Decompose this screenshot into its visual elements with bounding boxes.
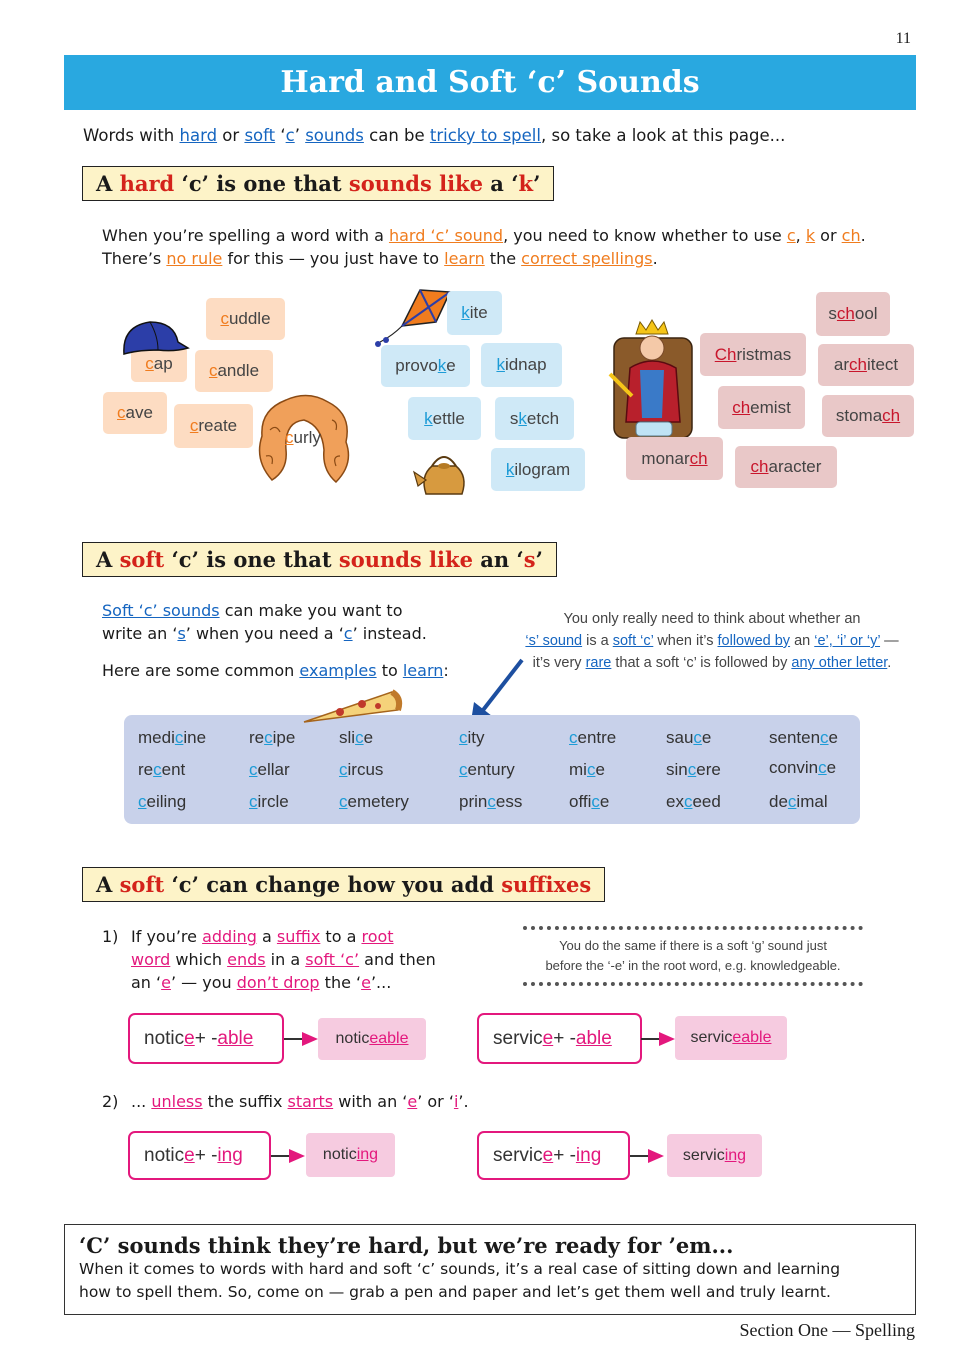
result-box: servic ing	[667, 1134, 762, 1177]
rule-2-text: ... unless the suffix starts with an ‘e’ or ‘i’.	[131, 1092, 469, 1111]
hard-c-paragraph: When you’re spelling a word with a hard ‘c’ sound, you need to know whether to use c, k or ch. There’s no rule for this — you just have to learn the correct spellings.	[102, 226, 866, 268]
grid-word: century	[459, 760, 515, 779]
soft-c-note: You only really need to think about whether an ‘s’ sound is a soft ‘c’ when it’s followed by an ‘e’, ‘i’ or ‘y’ — it’s very rare that a soft ‘c’ is followed by any other letter.	[525, 611, 899, 671]
equation-box: notic e + - ing	[128, 1131, 271, 1180]
grid-word: sentence	[769, 728, 839, 747]
section-footer: Section One — Spelling	[739, 1320, 915, 1340]
word-tile: c uddle	[206, 298, 285, 340]
rule-1-number: 1)	[102, 927, 119, 946]
kettle-icon	[412, 446, 478, 498]
grid-word: circle	[249, 792, 289, 811]
grid-word: sauce	[666, 728, 712, 747]
soft-c-heading: A soft ‘c’ is one that sounds like an ‘s’	[82, 542, 557, 577]
soft-c-paragraph: Soft ‘c’ sounds can make you want to write an ‘s’ when you need a ‘c’ instead. Here are some common examples to learn:	[102, 601, 449, 680]
word-tile: c ave	[103, 392, 167, 434]
arrow-right-icon	[271, 1147, 305, 1165]
grid-word: convince	[769, 758, 837, 777]
rule-2-number: 2)	[102, 1092, 119, 1111]
word-tile: ch aracter	[735, 446, 837, 488]
result-box: notic ing	[306, 1133, 395, 1177]
arrow-right-icon	[630, 1147, 664, 1165]
suffix-heading: A soft ‘c’ can change how you add suffixes	[82, 867, 605, 902]
result-box: servic eable	[675, 1016, 787, 1060]
king-icon	[606, 318, 702, 444]
summary-line: how to spell them. So, come on — grab a pen and paper and let’s get them well and truly learnt.	[79, 1283, 831, 1301]
pizza-icon	[300, 688, 404, 728]
grid-word: circus	[339, 760, 384, 779]
word-tile: monar ch	[626, 437, 723, 480]
word-tile: k idnap	[481, 343, 562, 387]
word-tile: provo k e	[381, 345, 470, 387]
word-tile: curly	[285, 428, 321, 447]
word-tile: k ilogram	[491, 448, 585, 491]
grid-word: cellar	[249, 760, 290, 779]
equation-box: servic e + - able	[477, 1013, 642, 1064]
grid-word: sincere	[666, 760, 721, 779]
word-tile: k ettle	[408, 397, 481, 440]
equation-box: servic e + - ing	[477, 1131, 630, 1180]
cap-icon	[118, 316, 190, 362]
grid-word: recipe	[249, 728, 296, 747]
word-tile: c ap	[131, 346, 187, 382]
intro-text: Words with hard or soft ‘c’ sounds can be tricky to spell, so take a look at this page...	[83, 126, 786, 145]
word-tile: stoma ch	[822, 395, 914, 437]
kite-icon	[372, 286, 454, 352]
grid-word: centre	[569, 728, 617, 747]
hard-c-heading: A hard ‘c’ is one that sounds like a ‘k’	[82, 166, 554, 201]
grid-word: ceiling	[138, 792, 187, 811]
grid-word: city	[459, 728, 485, 747]
word-tile: c reate	[174, 404, 253, 448]
word-tile: s ch ool	[816, 292, 890, 336]
page-number: 11	[895, 30, 911, 47]
grid-word: office	[569, 792, 610, 811]
word-tile: k ite	[447, 291, 502, 335]
summary-line: When it comes to words with hard and soft ‘c’ sounds, it’s a real case of sitting down and learning	[79, 1260, 841, 1278]
grid-word: princess	[459, 792, 523, 811]
soft-g-note: You do the same if there is a soft ‘g’ sound just before the ‘-e’ in the root word, e.g. knowledgeable.	[523, 926, 863, 986]
grid-word: mice	[569, 760, 605, 779]
summary-box	[64, 1224, 916, 1315]
grid-word: exceed	[666, 792, 721, 811]
rule-1-text: If you’re adding a suffix to a root word which ends in a soft ‘c’ and then an ‘e’ — you don’t drop the ‘e’...	[131, 927, 436, 992]
arrow-right-icon	[284, 1030, 318, 1048]
grid-word: slice	[339, 728, 374, 747]
result-box: notic eable	[318, 1018, 426, 1060]
grid-word: decimal	[769, 792, 828, 811]
page-title: Hard and Soft ‘c’ Sounds	[280, 65, 700, 100]
title-bar	[64, 55, 916, 110]
grid-word: cemetery	[339, 792, 409, 811]
equation-box: notic e + - able	[128, 1013, 284, 1064]
word-tile: s k etch	[495, 397, 574, 440]
word-tile: ar ch itect	[818, 344, 914, 386]
summary-heading: ‘C’ sounds think they’re hard, but we’re ready for ’em...	[79, 1233, 734, 1258]
arrow-right-icon	[641, 1030, 675, 1048]
word-tile: Ch ristmas	[700, 333, 806, 376]
word-tile: ch emist	[718, 386, 805, 429]
grid-word: recent	[138, 760, 186, 779]
grid-word: medicine	[138, 728, 207, 747]
word-tile: c andle	[195, 350, 273, 392]
